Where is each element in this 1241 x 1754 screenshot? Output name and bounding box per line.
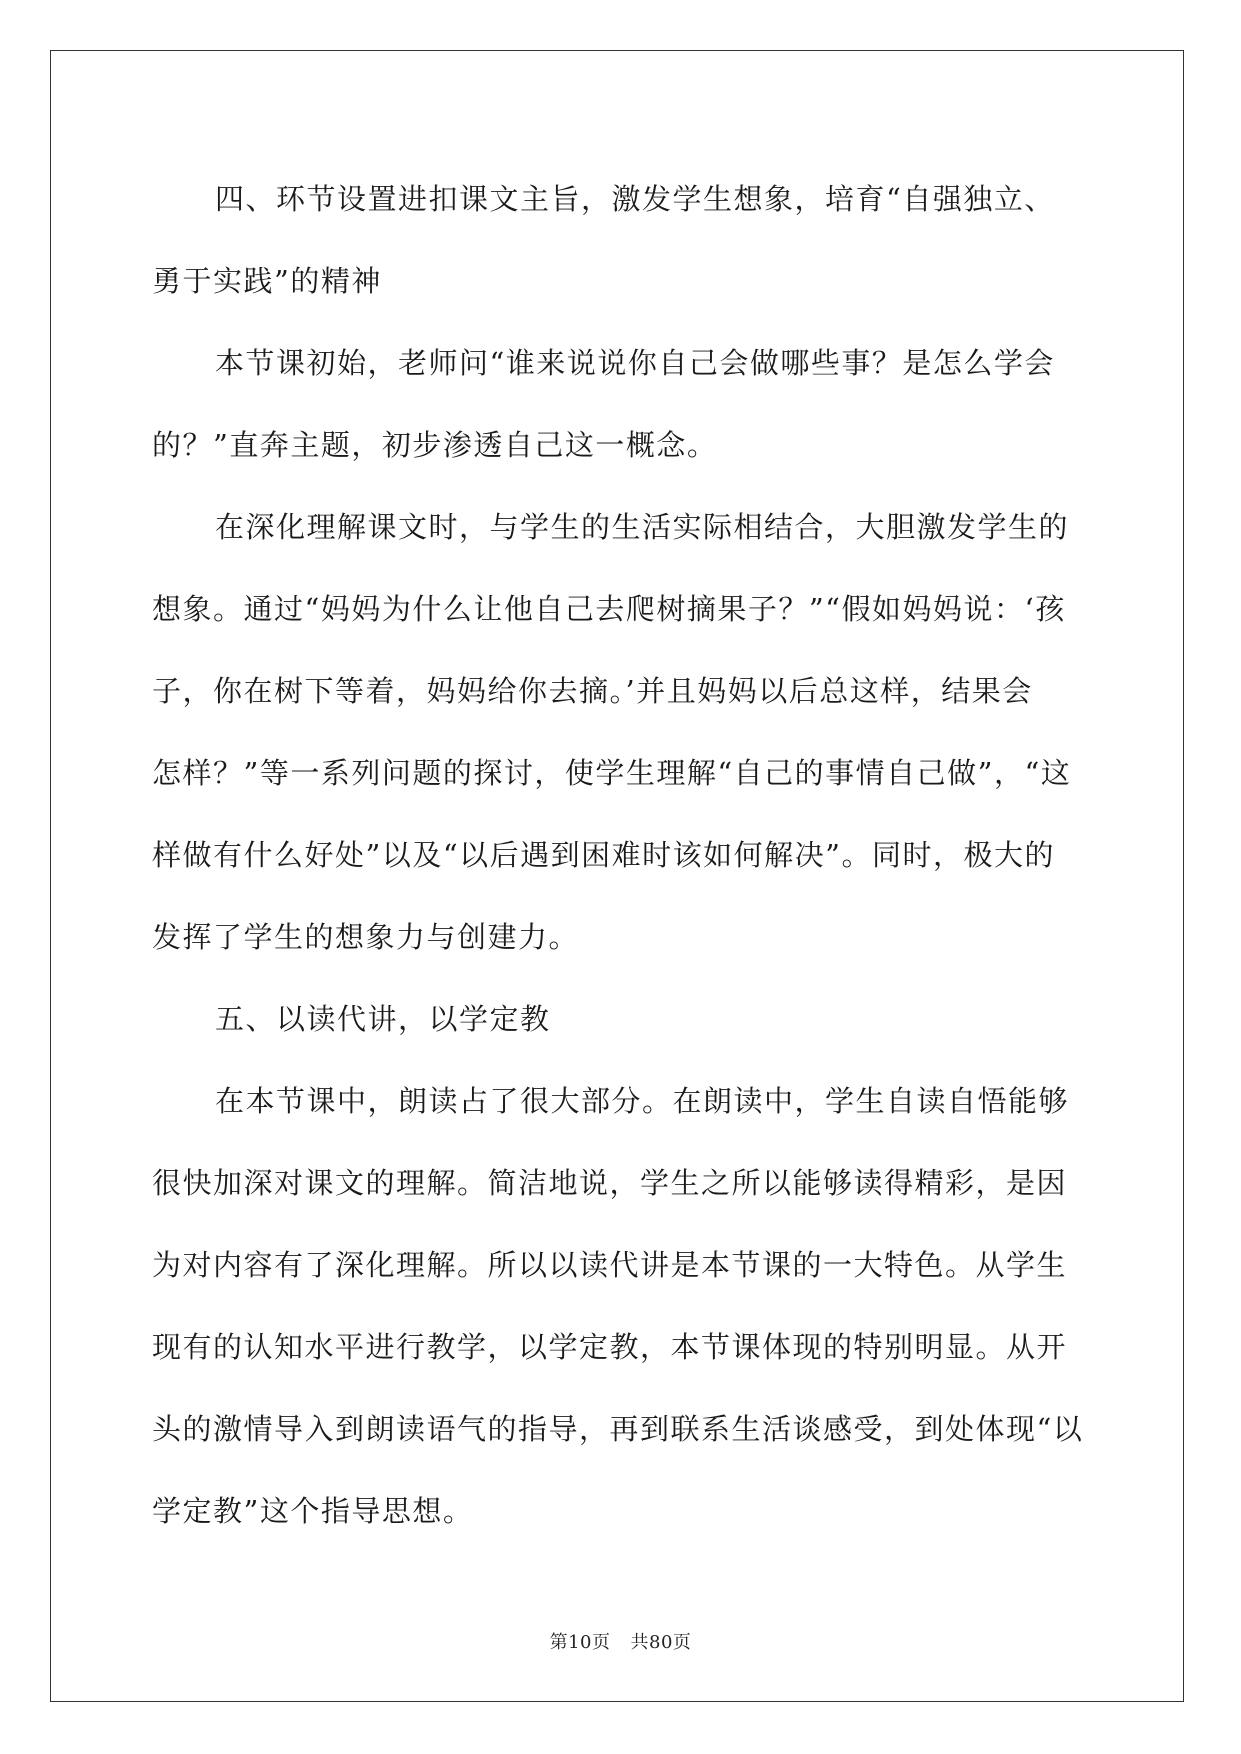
paragraph-3-line-4: 现有的认知水平进行教学，以学定教，本节课体现的特别明显。从开 [152, 1330, 1068, 1364]
paragraph-2-line-2: 想象。通过“妈妈为什么让他自己去爬树摘果子？”“假如妈妈说：‘孩 [152, 592, 1066, 626]
paragraph-2-line-5: 样做有什么好处”以及“以后遇到困难时该如何解决”。同时，极大的 [152, 838, 1055, 872]
paragraph-3-line-6: 学定教”这个指导思想。 [152, 1494, 474, 1528]
paragraph-3-line-2: 很快加深对课文的理解。简洁地说，学生之所以能够读得精彩，是因 [152, 1166, 1068, 1200]
section-heading-4-line-2: 勇于实践”的精神 [152, 264, 382, 298]
paragraph-1-line-2: 的？”直奔主题，初步渗透自己这一概念。 [152, 428, 718, 462]
page-number-total: 共80页 [630, 1632, 692, 1653]
paragraph-3-line-5: 头的激情导入到朗读语气的指导，再到联系生活谈感受，到处体现“以 [152, 1412, 1084, 1446]
paragraph-1-line-1: 本节课初始，老师问“谁来说说你自己会做哪些事？是怎么学会 [215, 346, 1055, 380]
paragraph-3-line-3: 为对内容有了深化理解。所以以读代讲是本节课的一大特色。从学生 [152, 1248, 1068, 1282]
paragraph-2-line-6: 发挥了学生的想象力与创建力。 [152, 920, 580, 954]
page-number-current: 第10页 [549, 1632, 611, 1653]
paragraph-2-line-1: 在深化理解课文时，与学生的生活实际相结合，大胆激发学生的 [215, 510, 1070, 544]
section-heading-5: 五、以读代讲，以学定教 [215, 1002, 551, 1036]
document-body [152, 158, 1088, 1552]
paragraph-2-line-4: 怎样？”等一系列问题的探讨，使学生理解“自己的事情自己做”，“这 [152, 756, 1072, 790]
section-heading-4-line-1: 四、环节设置进扣课文主旨，激发学生想象，培育“自强独立、 [215, 182, 1055, 216]
paragraph-2-line-3: 子，你在树下等着，妈妈给你去摘。’并且妈妈以后总这样，结果会 [152, 674, 1033, 708]
page-footer [0, 1628, 1241, 1654]
paragraph-3-line-1: 在本节课中，朗读占了很大部分。在朗读中，学生自读自悟能够 [215, 1084, 1070, 1118]
